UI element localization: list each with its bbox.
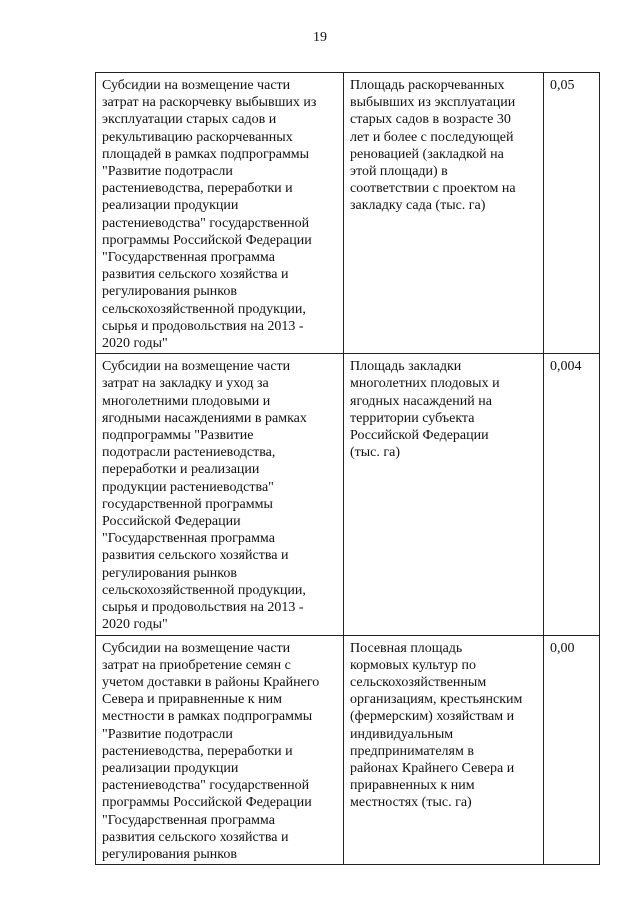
indicator-description-cell — [344, 635, 544, 865]
text-line: соответствии с проектом на — [350, 181, 516, 197]
text-line: растениеводства" государственной — [102, 215, 310, 231]
indicator-description-text — [350, 358, 538, 461]
indicator-description-text — [350, 77, 538, 215]
text-line: подпрограммы "Развитие — [102, 428, 254, 444]
text-line: программы Российской Федерации — [102, 795, 312, 811]
text-line: многолетними плодовыми и — [102, 393, 271, 409]
text-line: Субсидии на возмещение части — [102, 640, 291, 656]
text-line: лет и более с последующей — [350, 129, 514, 145]
text-line: продукции растениеводства" — [102, 479, 274, 495]
text-line: Субсидии на возмещение части — [102, 359, 291, 375]
table-row — [96, 635, 600, 865]
text-line: предпринимателям в — [350, 743, 474, 759]
text-line: районах Крайнего Севера и — [350, 760, 515, 776]
subsidy-description-cell — [96, 354, 344, 635]
text-line: ягодных насаждений на — [350, 393, 492, 409]
text-line: реализации продукции — [102, 760, 239, 776]
text-line: организациям, крестьянским — [350, 692, 523, 708]
subsidy-description-cell — [96, 73, 344, 354]
text-line: (тыс. га) — [350, 445, 401, 461]
text-line: растениеводства" государственной — [102, 778, 310, 794]
text-line: территории субъекта — [350, 410, 475, 426]
text-line: площадей в рамках подпрограммы — [102, 146, 310, 162]
text-line: 2020 годы" — [102, 617, 168, 633]
text-line: этой площади) в — [350, 164, 448, 180]
subsidy-indicator-table — [95, 72, 600, 865]
text-line: переработки и реализации — [102, 462, 260, 478]
text-line: (фермерским) хозяйствам и — [350, 709, 515, 725]
subsidy-description-text — [102, 358, 338, 633]
text-line: Площадь закладки — [350, 359, 462, 375]
text-line: подотрасли растениеводства, — [102, 445, 276, 461]
text-line: программы Российской Федерации — [102, 232, 312, 248]
text-line: Площадь раскорчеванных — [350, 78, 505, 93]
text-line: старых садов в возрасте 30 — [350, 112, 511, 128]
text-line: "Государственная программа — [102, 531, 275, 547]
subsidy-description-cell — [96, 635, 344, 865]
text-line: государственной программы — [102, 496, 273, 512]
text-line: сырья и продовольствия на 2013 - — [102, 318, 304, 334]
text-line: растениеводства, переработки и — [102, 181, 293, 197]
text-line: развития сельского хозяйства и — [102, 267, 289, 283]
text-line: растениеводства, переработки и — [102, 743, 293, 759]
indicator-value: 0,004 — [550, 359, 582, 375]
text-line: Субсидии на возмещение части — [102, 78, 291, 93]
text-line: "Государственная программа — [102, 812, 275, 828]
table-row — [96, 73, 600, 354]
text-line: Севера и приравненные к ним — [102, 692, 282, 708]
indicator-value-cell — [544, 73, 600, 354]
text-line: выбывших из эксплуатации — [350, 95, 516, 111]
text-line: местности в рамках подпрограммы — [102, 709, 313, 725]
text-line: местностях (тыс. га) — [350, 795, 472, 811]
text-line: сельскохозяйственной продукции, — [102, 301, 306, 317]
text-line: реализации продукции — [102, 198, 239, 214]
text-line: Посевная площадь — [350, 640, 463, 656]
text-line: закладку сада (тыс. га) — [350, 198, 486, 214]
text-line: сельскохозяйственной продукции, — [102, 582, 306, 598]
text-line: кормовых культур по — [350, 657, 477, 673]
indicator-value-cell — [544, 635, 600, 865]
text-line: 2020 годы" — [102, 336, 168, 352]
subsidy-description-text — [102, 77, 338, 352]
indicator-value-cell — [544, 354, 600, 635]
indicator-value: 0,05 — [550, 78, 575, 93]
indicator-description-text — [350, 640, 538, 812]
subsidy-description-text — [102, 640, 338, 864]
table-row — [96, 354, 600, 635]
text-line: индивидуальным — [350, 726, 454, 742]
text-line: ягодными насаждениями в рамках — [102, 410, 307, 426]
text-line: развития сельского хозяйства и — [102, 548, 289, 564]
text-line: затрат на закладку и уход за — [102, 376, 269, 392]
indicator-value: 0,00 — [550, 640, 575, 656]
indicator-description-cell — [344, 354, 544, 635]
text-line: затрат на приобретение семян с — [102, 657, 291, 673]
text-line: "Государственная программа — [102, 250, 275, 266]
page-number: 19 — [313, 30, 327, 45]
text-line: рекультивацию раскорчеванных — [102, 129, 293, 145]
indicator-description-cell — [344, 73, 544, 354]
text-line: затрат на раскорчевку выбывших из — [102, 95, 317, 111]
text-line: сельскохозяйственным — [350, 674, 487, 690]
text-line: "Развитие подотрасли — [102, 164, 233, 180]
text-line: приравненных к ним — [350, 778, 475, 794]
text-line: регулирования рынков — [102, 565, 237, 581]
text-line: развития сельского хозяйства и — [102, 829, 289, 845]
text-line: регулирования рынков — [102, 846, 237, 862]
text-line: эксплуатации старых садов и — [102, 112, 277, 128]
text-line: сырья и продовольствия на 2013 - — [102, 600, 304, 616]
text-line: Российской Федерации — [350, 428, 489, 444]
text-line: Российской Федерации — [102, 514, 241, 530]
text-line: реновацией (закладкой на — [350, 146, 504, 162]
text-line: регулирования рынков — [102, 284, 237, 300]
text-line: многолетних плодовых и — [350, 376, 500, 392]
text-line: "Развитие подотрасли — [102, 726, 233, 742]
text-line: учетом доставки в районы Крайнего — [102, 674, 320, 690]
